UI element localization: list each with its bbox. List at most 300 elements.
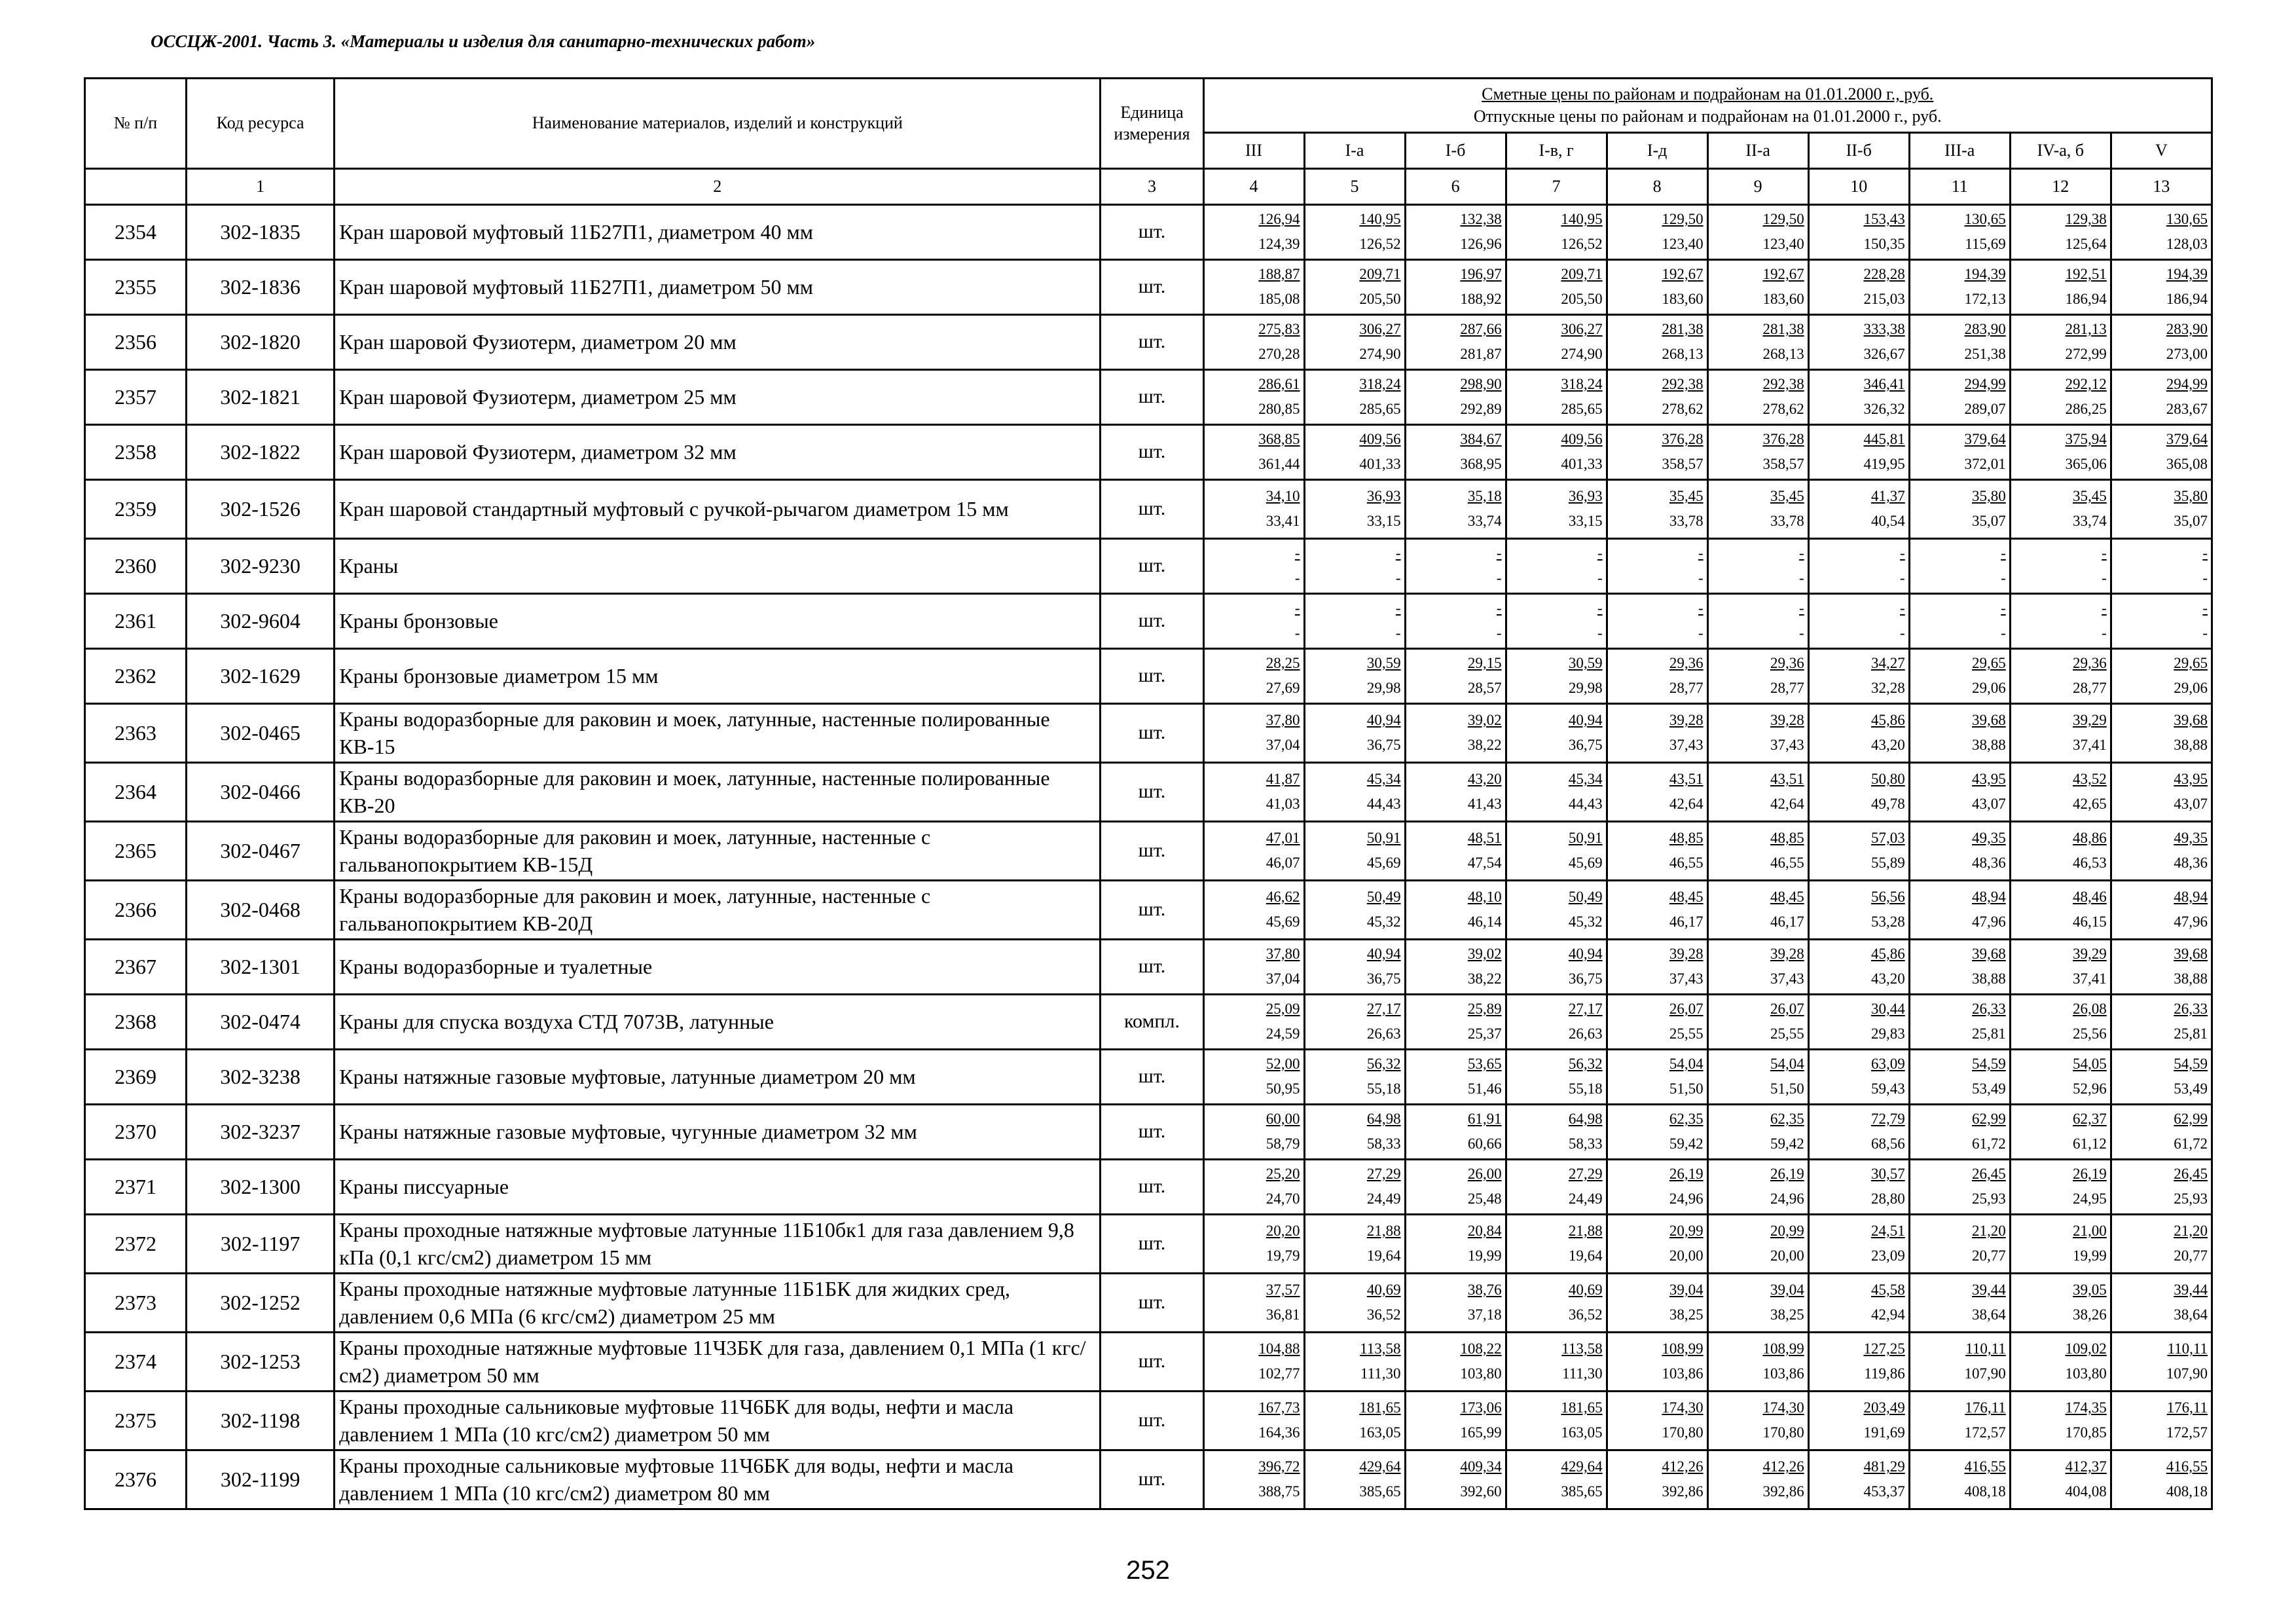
release-price: 33,41 <box>1266 513 1300 530</box>
row-number: 2368 <box>85 994 187 1049</box>
unit: шт. <box>1101 939 1203 994</box>
resource-code: 302-1197 <box>187 1214 335 1273</box>
release-price: 107,90 <box>2166 1365 2208 1382</box>
estimated-price: 429,64 <box>1561 1458 1603 1475</box>
estimated-price: 39,29 <box>2073 946 2107 963</box>
resource-code: 302-1198 <box>187 1391 335 1450</box>
estimated-price: 45,86 <box>1870 712 1905 729</box>
region-header: V <box>2111 132 2212 168</box>
table-row <box>85 1104 2212 1159</box>
price-cell <box>1808 1391 1909 1450</box>
release-price: 28,77 <box>2073 680 2107 697</box>
estimated-price: 20,84 <box>1467 1223 1502 1240</box>
price-cell <box>1707 1332 1808 1391</box>
release-price: 170,80 <box>1762 1424 1804 1441</box>
price-cell <box>1909 1332 2010 1391</box>
release-price: 36,81 <box>1266 1306 1300 1323</box>
estimated-price: 48,45 <box>1669 889 1704 906</box>
estimated-price: 64,98 <box>1366 1111 1401 1128</box>
price-cell <box>1607 994 1707 1049</box>
release-price: 37,41 <box>2073 737 2107 754</box>
price-cell <box>1607 1450 1707 1509</box>
release-price: 170,85 <box>2065 1424 2107 1441</box>
estimated-price: 27,17 <box>1568 1001 1603 1018</box>
estimated-price: 188,87 <box>1258 266 1300 283</box>
resource-code: 302-1836 <box>187 259 335 314</box>
estimated-price: 64,98 <box>1568 1111 1603 1128</box>
release-price: 61,72 <box>1972 1135 2006 1153</box>
release-price: 185,08 <box>1258 291 1300 308</box>
price-cell <box>1808 204 1909 259</box>
estimated-price: 35,45 <box>1669 488 1704 505</box>
price-cell <box>1607 703 1707 762</box>
estimated-price: 192,51 <box>2065 266 2107 283</box>
estimated-price: 40,94 <box>1366 946 1401 963</box>
price-cell <box>1506 1450 1607 1509</box>
price-cell <box>1304 994 1405 1049</box>
estimated-price: 429,64 <box>1359 1458 1401 1475</box>
price-cell <box>1808 1332 1909 1391</box>
release-price: - <box>1799 625 1804 642</box>
price-cell <box>1707 821 1808 880</box>
price-cell <box>2010 821 2111 880</box>
estimated-price: 481,29 <box>1863 1458 1905 1475</box>
release-price: 46,55 <box>1669 855 1704 872</box>
estimated-price: 30,59 <box>1568 655 1603 672</box>
price-cell <box>1304 1332 1405 1391</box>
price-cell <box>1506 424 1607 479</box>
estimated-price: 21,20 <box>2174 1223 2208 1240</box>
release-price: 42,65 <box>2073 796 2107 813</box>
material-name: Кран шаровой муфтовый 11Б27П1, диаметром 40 мм <box>335 204 1101 259</box>
release-price: - <box>1698 570 1704 587</box>
unit: шт. <box>1101 1159 1203 1214</box>
price-cell <box>1304 1273 1405 1332</box>
price-cell <box>1909 762 2010 821</box>
row-number: 2366 <box>85 880 187 939</box>
price-cell <box>1405 994 1506 1049</box>
estimated-price: 209,71 <box>1561 266 1603 283</box>
price-cell <box>2010 424 2111 479</box>
price-cell <box>1304 259 1405 314</box>
estimated-price: 376,28 <box>1662 431 1704 448</box>
price-cell <box>1203 1104 1304 1159</box>
estimated-price: 109,02 <box>2065 1340 2107 1357</box>
estimated-price: 39,02 <box>1467 712 1502 729</box>
release-price: 19,64 <box>1366 1247 1401 1264</box>
column-number: 4 <box>1203 168 1304 204</box>
release-price: 20,00 <box>1770 1247 1804 1264</box>
price-cell <box>2010 259 2111 314</box>
price-cell <box>1607 424 1707 479</box>
price-cell <box>1909 1214 2010 1273</box>
release-price: 28,57 <box>1467 680 1502 697</box>
estimated-price: 176,11 <box>2166 1399 2208 1416</box>
table-row <box>85 703 2212 762</box>
estimated-price: 173,06 <box>1460 1399 1502 1416</box>
release-price: 58,33 <box>1568 1135 1603 1153</box>
unit: шт. <box>1101 1391 1203 1450</box>
release-price: 38,22 <box>1467 970 1502 987</box>
price-cell <box>1909 648 2010 703</box>
page-number: 252 <box>1126 1556 1170 1585</box>
release-price: 280,85 <box>1258 401 1300 418</box>
price-cell <box>1607 204 1707 259</box>
release-price: 273,00 <box>2166 346 2208 363</box>
table-row <box>85 1332 2212 1391</box>
estimated-price: 26,07 <box>1669 1001 1704 1018</box>
row-number: 2354 <box>85 204 187 259</box>
material-name: Краны водоразборные для раковин и моек, латунные, настенные полированные КВ-20 <box>335 762 1101 821</box>
price-cell <box>2010 538 2111 593</box>
release-price: 24,95 <box>2073 1190 2107 1208</box>
unit: шт. <box>1101 1104 1203 1159</box>
estimated-price: 37,57 <box>1266 1282 1300 1299</box>
material-name: Краны писсуарные <box>335 1159 1101 1214</box>
price-cell <box>1304 314 1405 369</box>
price-cell <box>1506 479 1607 538</box>
price-cell <box>1707 1391 1808 1450</box>
price-cell <box>1506 821 1607 880</box>
price-cell <box>1304 1159 1405 1214</box>
estimated-price: 129,38 <box>2065 211 2107 228</box>
price-cell <box>2111 1273 2212 1332</box>
estimated-price: - <box>1395 600 1401 617</box>
release-price: 44,43 <box>1366 796 1401 813</box>
release-price: 25,93 <box>1972 1190 2006 1208</box>
release-price: 268,13 <box>1762 346 1804 363</box>
estimated-price: 409,56 <box>1561 431 1603 448</box>
release-price: 274,90 <box>1561 346 1603 363</box>
estimated-price: 194,39 <box>1964 266 2006 283</box>
table-row <box>85 1273 2212 1332</box>
price-cell <box>1203 1159 1304 1214</box>
price-cell <box>1808 593 1909 648</box>
price-cell <box>1707 259 1808 314</box>
price-cell <box>1203 259 1304 314</box>
price-cell <box>1707 1049 1808 1104</box>
table-row <box>85 1049 2212 1104</box>
price-cell <box>1506 1214 1607 1273</box>
release-price: 20,00 <box>1669 1247 1704 1264</box>
release-price: - <box>1496 570 1502 587</box>
estimated-price: 46,62 <box>1266 889 1300 906</box>
region-header: III <box>1203 132 1304 168</box>
estimated-price: 39,28 <box>1770 946 1804 963</box>
price-cell <box>1607 821 1707 880</box>
estimated-price: - <box>1496 600 1502 617</box>
release-price: 19,79 <box>1266 1247 1300 1264</box>
release-price: 401,33 <box>1359 456 1401 473</box>
table-row <box>85 1214 2212 1273</box>
release-price: 47,96 <box>2174 913 2208 931</box>
column-number: 9 <box>1707 168 1808 204</box>
unit: шт. <box>1101 821 1203 880</box>
row-number: 2367 <box>85 939 187 994</box>
estimated-price: 36,93 <box>1568 488 1603 505</box>
price-cell <box>1909 1450 2010 1509</box>
price-cell <box>1808 1049 1909 1104</box>
release-price: 42,94 <box>1870 1306 1905 1323</box>
price-cell <box>1909 314 2010 369</box>
material-name: Кран шаровой Фузиотерм, диаметром 25 мм <box>335 369 1101 424</box>
price-cell <box>1506 204 1607 259</box>
release-price: 61,12 <box>2073 1135 2107 1153</box>
release-price: 385,65 <box>1561 1483 1603 1500</box>
estimated-price: 39,04 <box>1669 1282 1704 1299</box>
price-cell <box>1808 424 1909 479</box>
release-price: 23,09 <box>1870 1247 1905 1264</box>
estimated-price: 41,87 <box>1266 771 1300 788</box>
release-price: 25,56 <box>2073 1025 2107 1043</box>
release-price: 19,99 <box>1467 1247 1502 1264</box>
release-price: 186,94 <box>2166 291 2208 308</box>
estimated-price: 294,99 <box>1964 376 2006 393</box>
region-header: III-а <box>1909 132 2010 168</box>
release-price: 53,49 <box>1972 1080 2006 1098</box>
estimated-price: 54,05 <box>2073 1056 2107 1073</box>
release-price: 43,07 <box>1972 796 2006 813</box>
release-price: 326,67 <box>1863 346 1905 363</box>
release-price: 55,18 <box>1568 1080 1603 1098</box>
release-price: 26,63 <box>1568 1025 1603 1043</box>
estimated-price: 298,90 <box>1460 376 1502 393</box>
price-cell <box>1607 880 1707 939</box>
resource-code: 302-1820 <box>187 314 335 369</box>
release-price: 38,88 <box>1972 737 2006 754</box>
price-cell <box>1707 994 1808 1049</box>
release-price: 28,80 <box>1870 1190 1905 1208</box>
price-cell <box>2010 939 2111 994</box>
table-row <box>85 1450 2212 1509</box>
release-price: 38,25 <box>1669 1306 1704 1323</box>
price-cell <box>1808 994 1909 1049</box>
price-cell <box>2010 1049 2111 1104</box>
price-cell <box>1506 1049 1607 1104</box>
material-name: Краны проходные сальниковые муфтовые 11Ч6БК для воды, нефти и масла давлением 1 МПа (10 кгс/см2) диаметром 50 мм <box>335 1391 1101 1450</box>
release-price: 385,65 <box>1359 1483 1401 1500</box>
price-cell <box>1607 939 1707 994</box>
release-price: 24,49 <box>1568 1190 1603 1208</box>
release-price: 107,90 <box>1964 1365 2006 1382</box>
row-number: 2375 <box>85 1391 187 1450</box>
release-price: 58,33 <box>1366 1135 1401 1153</box>
release-price: 55,18 <box>1366 1080 1401 1098</box>
price-cell <box>1506 538 1607 593</box>
estimated-price: 129,50 <box>1662 211 1704 228</box>
price-cell <box>1909 259 2010 314</box>
release-price: 29,06 <box>2174 680 2208 697</box>
column-number: 5 <box>1304 168 1405 204</box>
material-name: Краны проходные натяжные муфтовые латунные 11Б1БК для жидких сред, давлением 0,6 МПа (6 кгс/см2) диаметром 25 мм <box>335 1273 1101 1332</box>
estimated-price: 50,91 <box>1366 830 1401 847</box>
estimated-price: 26,08 <box>2073 1001 2107 1018</box>
estimated-price: 409,34 <box>1460 1458 1502 1475</box>
estimated-price: 140,95 <box>1359 211 1401 228</box>
estimated-price: 26,45 <box>1972 1166 2006 1183</box>
price-cell <box>1405 424 1506 479</box>
price-cell <box>1506 259 1607 314</box>
estimated-price: 45,58 <box>1870 1282 1905 1299</box>
release-price: - <box>1294 570 1300 587</box>
estimated-price: 54,59 <box>1972 1056 2006 1073</box>
release-price: 38,88 <box>2174 970 2208 987</box>
estimated-price: 412,26 <box>1762 1458 1804 1475</box>
release-price: 163,05 <box>1359 1424 1401 1441</box>
resource-code: 302-3237 <box>187 1104 335 1159</box>
price-cell <box>1203 593 1304 648</box>
estimated-price: 39,28 <box>1669 946 1704 963</box>
unit: шт. <box>1101 593 1203 648</box>
price-cell <box>2010 994 2111 1049</box>
estimated-price: 54,04 <box>1770 1056 1804 1073</box>
price-cell <box>1203 479 1304 538</box>
resource-code: 302-1822 <box>187 424 335 479</box>
release-price: 358,57 <box>1762 456 1804 473</box>
estimated-price: 41,37 <box>1870 488 1905 505</box>
release-price: 170,80 <box>1662 1424 1704 1441</box>
region-header: I-в, г <box>1506 132 1607 168</box>
price-cell <box>1607 479 1707 538</box>
estimated-price: 412,37 <box>2065 1458 2107 1475</box>
release-price: 38,88 <box>2174 737 2208 754</box>
unit: шт. <box>1101 1049 1203 1104</box>
resource-code: 302-1252 <box>187 1273 335 1332</box>
price-cell <box>2111 762 2212 821</box>
price-cell <box>1203 1332 1304 1391</box>
column-number: 8 <box>1607 168 1707 204</box>
estimated-price: 108,99 <box>1662 1340 1704 1357</box>
release-price: 60,66 <box>1467 1135 1502 1153</box>
material-name: Краны бронзовые диаметром 15 мм <box>335 648 1101 703</box>
price-cell <box>1607 1214 1707 1273</box>
estimated-price: 20,20 <box>1266 1223 1300 1240</box>
price-cell <box>2010 479 2111 538</box>
price-cell <box>1203 1391 1304 1450</box>
estimated-price: 292,38 <box>1762 376 1804 393</box>
estimated-price: 36,93 <box>1366 488 1401 505</box>
release-price: 150,35 <box>1863 236 1905 253</box>
row-number: 2374 <box>85 1332 187 1391</box>
price-cell <box>1203 703 1304 762</box>
release-price: 25,48 <box>1467 1190 1502 1208</box>
price-cell <box>1707 538 1808 593</box>
release-price: 111,30 <box>1562 1365 1603 1382</box>
estimated-price: 56,56 <box>1870 889 1905 906</box>
estimated-price: 196,97 <box>1460 266 1502 283</box>
price-cell <box>2010 1273 2111 1332</box>
release-price: 53,49 <box>2174 1080 2208 1098</box>
unit: шт. <box>1101 648 1203 703</box>
release-price: 59,42 <box>1770 1135 1804 1153</box>
price-cell <box>1808 479 1909 538</box>
price-cell <box>1506 1104 1607 1159</box>
price-cell <box>1203 1214 1304 1273</box>
estimated-price: 30,44 <box>1870 1001 1905 1018</box>
estimated-price: 176,11 <box>1965 1399 2006 1416</box>
price-cell <box>1203 994 1304 1049</box>
estimated-price: 20,99 <box>1669 1223 1704 1240</box>
release-price: 33,74 <box>2073 513 2107 530</box>
estimated-price: 45,86 <box>1870 946 1905 963</box>
estimated-price: 113,58 <box>1561 1340 1603 1357</box>
price-cell <box>1607 314 1707 369</box>
estimated-price: 153,43 <box>1863 211 1905 228</box>
estimated-price: 48,94 <box>1972 889 2006 906</box>
estimated-price: 63,09 <box>1870 1056 1905 1073</box>
release-price: 172,13 <box>1964 291 2006 308</box>
estimated-price: 50,49 <box>1366 889 1401 906</box>
release-price: 37,18 <box>1467 1306 1502 1323</box>
resource-code: 302-1629 <box>187 648 335 703</box>
price-cell <box>2010 1214 2111 1273</box>
release-price: 24,96 <box>1669 1190 1704 1208</box>
table-row <box>85 762 2212 821</box>
material-name: Краны натяжные газовые муфтовые, латунные диаметром 20 мм <box>335 1049 1101 1104</box>
price-cell <box>1607 1332 1707 1391</box>
price-cell <box>1405 939 1506 994</box>
column-number: 7 <box>1506 168 1607 204</box>
release-price: 27,69 <box>1266 680 1300 697</box>
release-price: - <box>1900 570 1905 587</box>
table-row <box>85 939 2212 994</box>
estimated-price: - <box>1597 545 1603 562</box>
estimated-price: 48,85 <box>1770 830 1804 847</box>
estimated-price: 49,35 <box>1972 830 2006 847</box>
estimated-price: - <box>1294 545 1300 562</box>
release-price: 43,20 <box>1870 737 1905 754</box>
estimated-price: 30,57 <box>1870 1166 1905 1183</box>
resource-code: 302-1301 <box>187 939 335 994</box>
resource-code: 302-1199 <box>187 1450 335 1509</box>
resource-code: 302-0466 <box>187 762 335 821</box>
price-cell <box>1506 1273 1607 1332</box>
estimated-price: 281,38 <box>1662 321 1704 338</box>
release-price: 368,95 <box>1460 456 1502 473</box>
estimated-price: 29,15 <box>1467 655 1502 672</box>
table-row <box>85 314 2212 369</box>
material-name: Краны водоразборные для раковин и моек, латунные, настенные полированные КВ-15 <box>335 703 1101 762</box>
price-cell <box>1506 762 1607 821</box>
estimated-price: 21,00 <box>2073 1223 2107 1240</box>
running-header: ОССЦЖ-2001. Часть 3. «Материалы и изделия для санитарно-технических работ» <box>151 31 816 51</box>
material-name: Краны бронзовые <box>335 593 1101 648</box>
price-cell <box>2111 1214 2212 1273</box>
table-row <box>85 1391 2212 1450</box>
price-cell <box>1909 703 2010 762</box>
release-price: 37,41 <box>2073 970 2107 987</box>
estimated-price: 43,51 <box>1669 771 1704 788</box>
price-cell <box>1304 880 1405 939</box>
estimated-price: 368,85 <box>1258 431 1300 448</box>
table-body <box>85 204 2212 1509</box>
price-cell <box>1808 259 1909 314</box>
release-price: 285,65 <box>1561 401 1603 418</box>
material-name: Кран шаровой Фузиотерм, диаметром 32 мм <box>335 424 1101 479</box>
release-price: - <box>2102 625 2107 642</box>
estimated-price: 318,24 <box>1561 376 1603 393</box>
estimated-price: 61,91 <box>1467 1111 1502 1128</box>
price-cell <box>1707 648 1808 703</box>
price-cell <box>1405 821 1506 880</box>
resource-code: 302-3238 <box>187 1049 335 1104</box>
price-cell <box>1808 762 1909 821</box>
release-price: 46,17 <box>1770 913 1804 931</box>
estimated-price: 129,50 <box>1762 211 1804 228</box>
release-price: 103,86 <box>1762 1365 1804 1382</box>
price-cell <box>1707 1273 1808 1332</box>
release-price: 115,69 <box>1965 236 2006 253</box>
